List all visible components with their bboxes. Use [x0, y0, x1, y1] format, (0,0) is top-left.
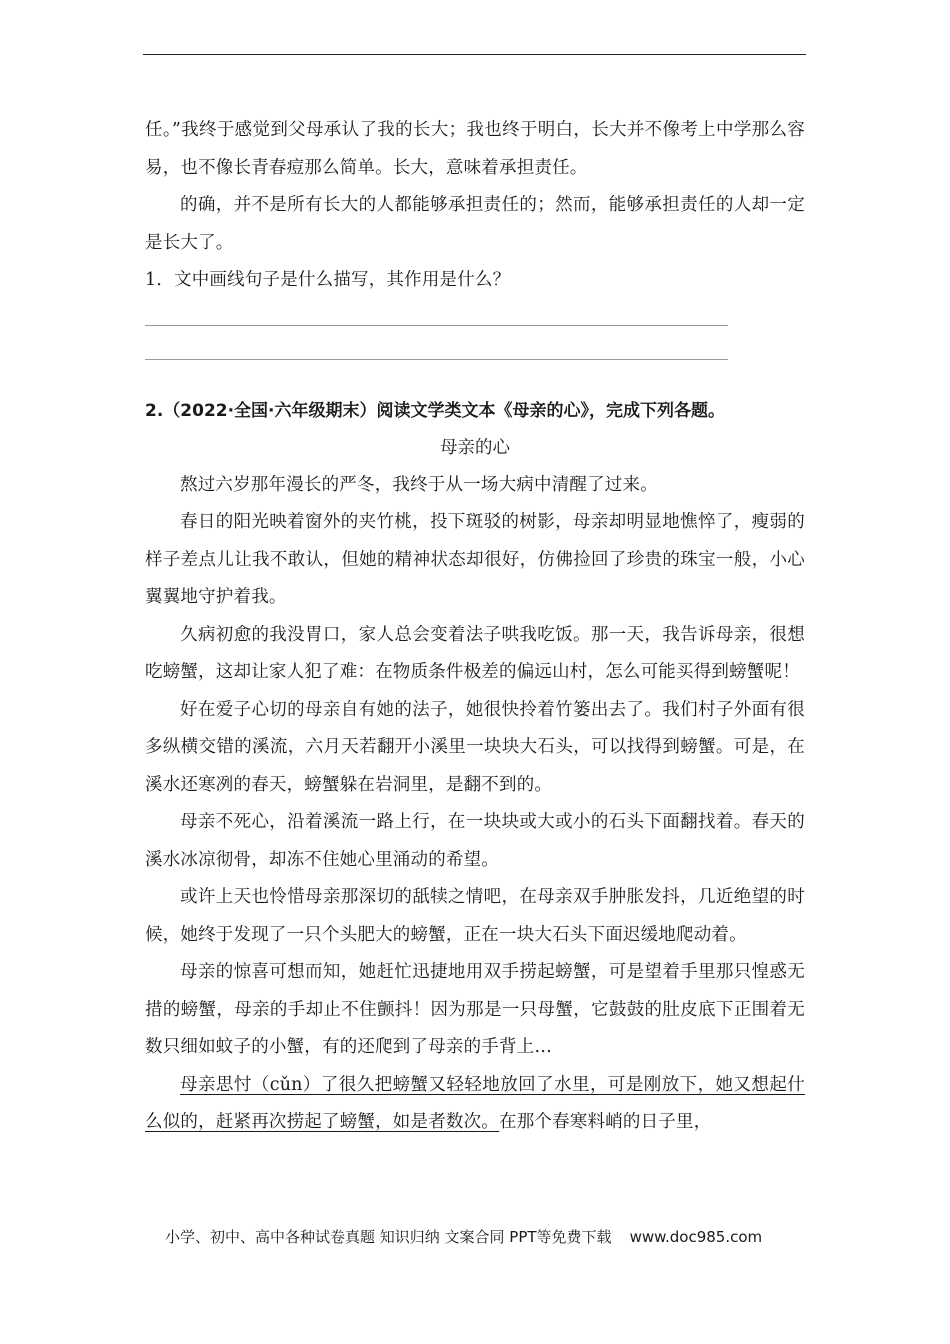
passage-paragraph: 好在爱子心切的母亲自有她的法子，她很快拎着竹篓出去了。我们村子外面有很多纵横交错的溪流，六月天若翻开小溪里一块块大石头，可以找得到螃蟹。可是，在溪水还寒冽的春天，螃蟹躲在岩洞里，是翻不到的。 — [145, 699, 805, 795]
passage-paragraph: 熬过六岁那年漫长的严冬，我终于从一场大病中清醒了过来。 — [180, 474, 658, 495]
footer-text: 小学、初中、高中各种试卷真题 知识归纳 文案合同 PPT等免费下载 — [165, 1228, 612, 1246]
passage-paragraph: 母亲不死心，沿着溪流一路上行，在一块块或大或小的石头下面翻找着。春天的溪水冰凉彻骨，却冻不住她心里涌动的希望。 — [145, 812, 805, 870]
footer-site-link[interactable]: www.doc985.com — [629, 1228, 763, 1246]
passage-paragraph: 或许上天也怜惜母亲那深切的舐犊之情吧，在母亲双手肿胀发抖，几近绝望的时候，她终于发现了一只个头肥大的螃蟹，正在一块大石头下面迟缓地爬动着。 — [145, 887, 805, 945]
answer-line[interactable] — [145, 325, 728, 326]
passage-paragraph-last — [145, 1067, 805, 1142]
question-2-header: 2.（2022·全国·六年级期末）阅读文学类文本《母亲的心》，完成下列各题。 — [145, 400, 726, 421]
footer — [165, 1226, 762, 1247]
passage-paragraph: 久病初愈的我没胃口，家人总会变着法子哄我吃饭。那一天，我告诉母亲，很想吃螃蟹，这却让家人犯了难：在物质条件极差的偏远山村，怎么可能买得到螃蟹呢！ — [145, 624, 805, 682]
question-1: 1．文中画线句子是什么描写，其作用是什么？ — [145, 270, 511, 290]
prev-passage-paragraph: 的确，并不是所有长大的人都能够承担责任的；然而，能够承担责任的人却一定是长大了。 — [145, 195, 805, 253]
header-rule — [143, 54, 806, 55]
underlined-sentence: 母亲思忖（cǔn）了很久把螃蟹又轻轻地放回了水里，可是刚放下，她又想起什么似的，赶紧再次捞起了螃蟹，如是者数次。 — [145, 1074, 805, 1132]
passage-paragraph: 母亲的惊喜可想而知，她赶忙迅捷地用双手捞起螃蟹，可是望着手里那只惶惑无措的螃蟹，母亲的手却止不住颤抖！因为那是一只母蟹，它鼓鼓的肚皮底下正围着无数只细如蚊子的小蟹，有的还爬到了母亲的手背上… — [145, 962, 805, 1057]
page-content — [145, 112, 805, 1142]
passage-title: 母亲的心 — [440, 437, 510, 458]
passage-paragraph: 春日的阳光映着窗外的夹竹桃，投下斑驳的树影，母亲却明显地憔悴了，瘦弱的样子差点儿让我不敢认，但她的精神状态却很好，仿佛捡回了珍贵的珠宝一般，小心翼翼地守护着我。 — [145, 512, 805, 607]
prev-passage-paragraph: 任。”我终于感觉到父母承认了我的长大；我也终于明白，长大并不像考上中学那么容易，也不像长青春痘那么简单。长大，意味着承担责任。 — [145, 120, 805, 178]
answer-line[interactable] — [145, 359, 728, 360]
paragraph-continuation: 在那个春寒料峭的日子里， — [499, 1112, 712, 1132]
